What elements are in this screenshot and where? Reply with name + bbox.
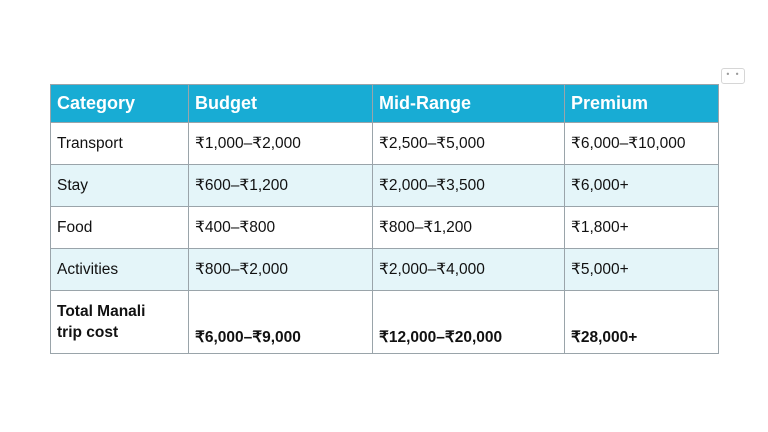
cell-mid-range: ₹2,500–₹5,000: [373, 123, 565, 165]
cell-premium: ₹6,000–₹10,000: [565, 123, 719, 165]
cell-budget: ₹1,000–₹2,000: [189, 123, 373, 165]
cell-premium: ₹6,000+: [565, 165, 719, 207]
cell-budget: ₹400–₹800: [189, 207, 373, 249]
header-budget: Budget: [189, 85, 373, 123]
total-label-line1: Total Manali: [57, 303, 146, 320]
cell-mid-range: ₹800–₹1,200: [373, 207, 565, 249]
total-row: [51, 291, 719, 354]
cell-category: Stay: [51, 165, 189, 207]
cell-budget: ₹600–₹1,200: [189, 165, 373, 207]
header-premium: Premium: [565, 85, 719, 123]
cell-budget: ₹800–₹2,000: [189, 249, 373, 291]
table-row: [51, 123, 719, 165]
header-mid-range: Mid-Range: [373, 85, 565, 123]
cell-premium: ₹5,000+: [565, 249, 719, 291]
total-mid-range: ₹12,000–₹20,000: [373, 291, 565, 354]
cell-category: Food: [51, 207, 189, 249]
total-premium: ₹28,000+: [565, 291, 719, 354]
total-label: [51, 291, 189, 354]
trip-cost-table: [50, 84, 719, 354]
table-row: [51, 249, 719, 291]
total-budget: ₹6,000–₹9,000: [189, 291, 373, 354]
header-category: Category: [51, 85, 189, 123]
table-header-row: [51, 85, 719, 123]
cell-premium: ₹1,800+: [565, 207, 719, 249]
total-label-line2: trip cost: [57, 324, 119, 341]
cell-mid-range: ₹2,000–₹3,500: [373, 165, 565, 207]
cell-category: Activities: [51, 249, 189, 291]
table-row: [51, 165, 719, 207]
table-row: [51, 207, 719, 249]
cell-mid-range: ₹2,000–₹4,000: [373, 249, 565, 291]
cell-category: Transport: [51, 123, 189, 165]
table-handle-icon[interactable]: • •: [721, 68, 745, 84]
